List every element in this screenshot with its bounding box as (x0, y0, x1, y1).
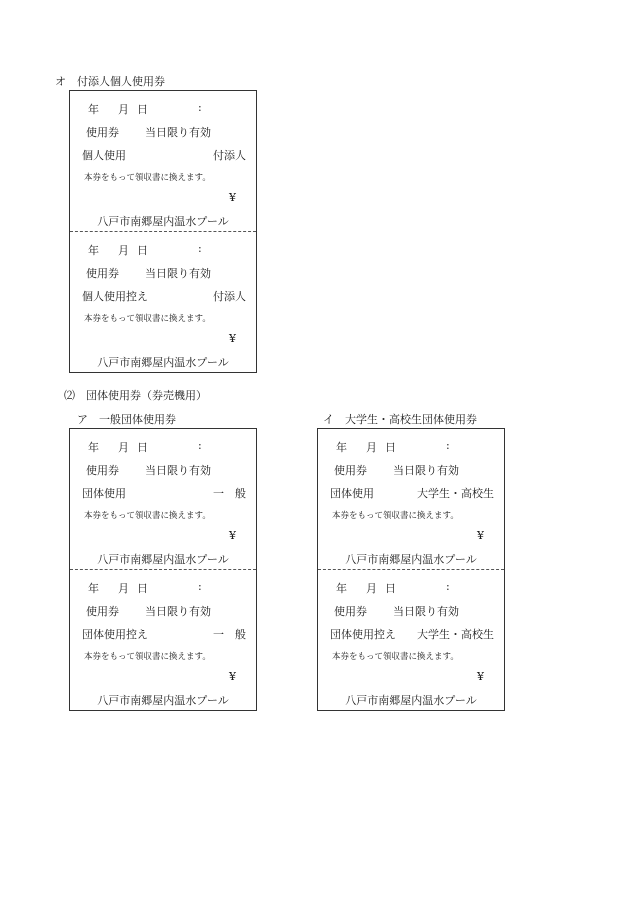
facility-name: 八戸市南郷屋内温水プール (97, 356, 229, 369)
usage-category: 付添人 (213, 149, 246, 162)
time-colon: : (198, 242, 202, 255)
usage-type: 個人使用 (82, 149, 126, 162)
yen-sign: ¥ (229, 529, 236, 542)
validity-text: 当日限り有効 (145, 464, 211, 477)
year-label: 年 (336, 441, 347, 454)
yen-sign: ¥ (229, 332, 236, 345)
yen-sign: ¥ (229, 191, 236, 204)
month-label: 月 (118, 103, 129, 116)
time-colon: : (446, 580, 450, 593)
heading-group-tickets: ⑵ 団体使用券（券売機用） (64, 389, 207, 402)
attendant-ticket (69, 90, 257, 373)
ticket-label: 使用券 (86, 126, 119, 139)
ticket-label: 使用券 (334, 605, 367, 618)
ticket-counterfoil (318, 569, 504, 710)
validity-text: 当日限り有効 (145, 267, 211, 280)
day-label: 日 (385, 441, 396, 454)
time-colon: : (198, 101, 202, 114)
year-label: 年 (336, 582, 347, 595)
yen-sign: ¥ (477, 529, 484, 542)
day-label: 日 (137, 244, 148, 257)
month-label: 月 (366, 582, 377, 595)
heading-general-group-ticket: ア 一般団体使用券 (77, 413, 176, 426)
day-label: 日 (137, 582, 148, 595)
yen-sign: ¥ (477, 670, 484, 683)
year-label: 年 (88, 441, 99, 454)
general-group-ticket (69, 428, 257, 711)
yen-sign: ¥ (229, 670, 236, 683)
usage-category: 一 般 (213, 628, 246, 641)
validity-text: 当日限り有効 (393, 464, 459, 477)
month-label: 月 (118, 441, 129, 454)
day-label: 日 (137, 103, 148, 116)
usage-type: 個人使用控え (82, 290, 148, 303)
ticket-label: 使用券 (86, 605, 119, 618)
ticket-stub (318, 429, 504, 569)
facility-name: 八戸市南郷屋内温水プール (345, 694, 477, 707)
usage-type: 団体使用控え (330, 628, 396, 641)
receipt-note: 本券をもって領収書に換えます。 (84, 173, 211, 183)
ticket-label: 使用券 (334, 464, 367, 477)
usage-type: 団体使用 (330, 487, 374, 500)
usage-category: 付添人 (213, 290, 246, 303)
time-colon: : (198, 580, 202, 593)
facility-name: 八戸市南郷屋内温水プール (345, 553, 477, 566)
ticket-stub (70, 91, 256, 231)
facility-name: 八戸市南郷屋内温水プール (97, 553, 229, 566)
ticket-label: 使用券 (86, 464, 119, 477)
month-label: 月 (118, 582, 129, 595)
day-label: 日 (385, 582, 396, 595)
validity-text: 当日限り有効 (145, 126, 211, 139)
heading-attendant-ticket: オ 付添人個人使用券 (55, 75, 165, 88)
student-group-ticket (317, 428, 505, 711)
time-colon: : (446, 439, 450, 452)
receipt-note: 本券をもって領収書に換えます。 (332, 652, 459, 662)
validity-text: 当日限り有効 (393, 605, 459, 618)
facility-name: 八戸市南郷屋内温水プール (97, 694, 229, 707)
year-label: 年 (88, 244, 99, 257)
usage-type: 団体使用控え (82, 628, 148, 641)
month-label: 月 (366, 441, 377, 454)
receipt-note: 本券をもって領収書に換えます。 (84, 314, 211, 324)
month-label: 月 (118, 244, 129, 257)
ticket-counterfoil (70, 569, 256, 710)
ticket-counterfoil (70, 231, 256, 372)
receipt-note: 本券をもって領収書に換えます。 (84, 511, 211, 521)
usage-type: 団体使用 (82, 487, 126, 500)
receipt-note: 本券をもって領収書に換えます。 (84, 652, 211, 662)
validity-text: 当日限り有効 (145, 605, 211, 618)
year-label: 年 (88, 103, 99, 116)
facility-name: 八戸市南郷屋内温水プール (97, 215, 229, 228)
ticket-label: 使用券 (86, 267, 119, 280)
usage-category: 大学生・高校生 (417, 487, 494, 500)
usage-category: 一 般 (213, 487, 246, 500)
usage-category: 大学生・高校生 (417, 628, 494, 641)
heading-student-group-ticket: イ 大学生・高校生団体使用券 (323, 413, 477, 426)
time-colon: : (198, 439, 202, 452)
year-label: 年 (88, 582, 99, 595)
ticket-stub (70, 429, 256, 569)
receipt-note: 本券をもって領収書に換えます。 (332, 511, 459, 521)
day-label: 日 (137, 441, 148, 454)
